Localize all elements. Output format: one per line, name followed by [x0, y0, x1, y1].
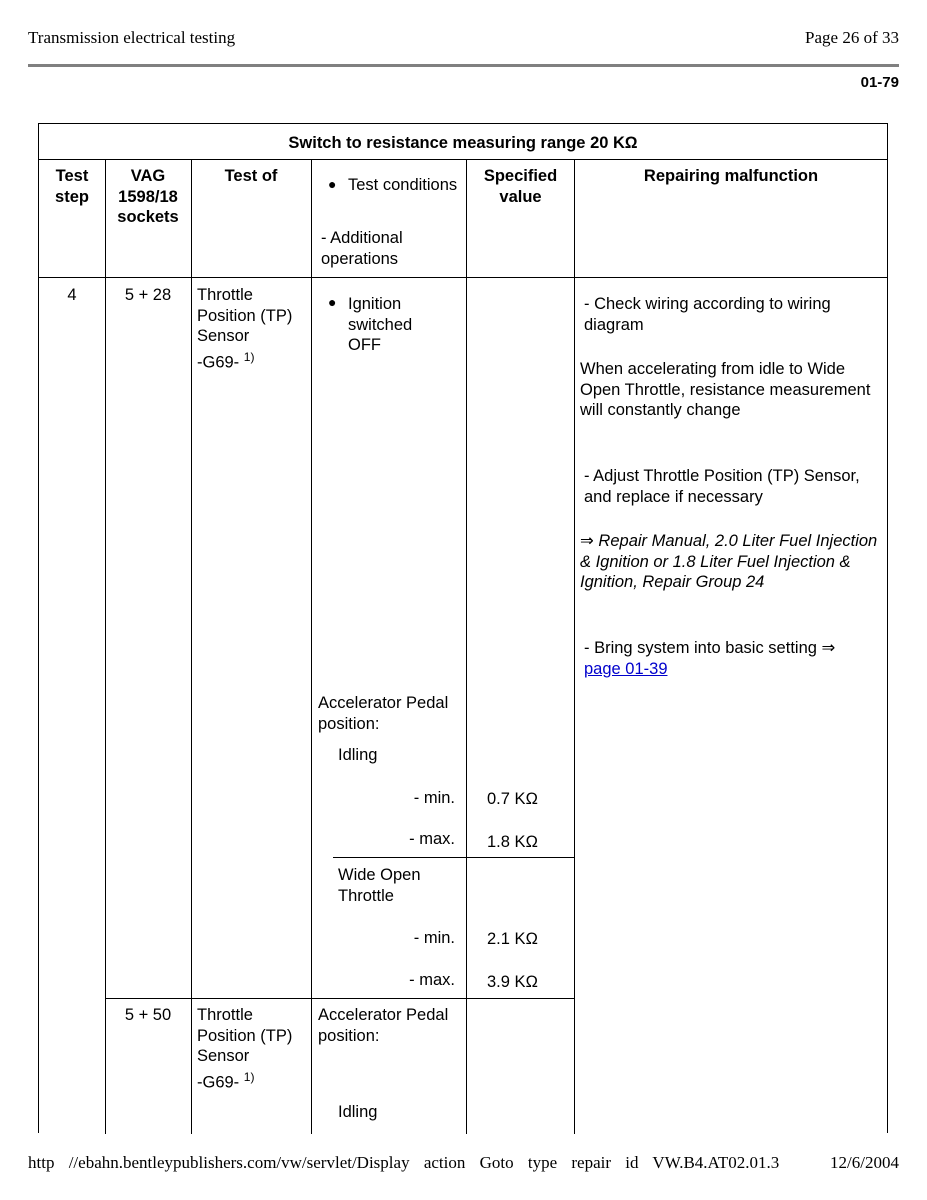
header-row-divider — [39, 277, 887, 278]
idle-wot-divider — [333, 857, 574, 858]
print-date: 12/6/2004 — [830, 1153, 899, 1172]
test-step-value: 4 — [67, 286, 77, 304]
arrow-icon: ⇒ — [580, 532, 594, 550]
col-divider-2 — [191, 159, 192, 1134]
page-01-39-link[interactable]: page 01-39 — [584, 659, 668, 678]
col-header-vag-sockets: VAG 1598/18 sockets — [117, 167, 179, 226]
basic-setting-text: - Bring system into basic setting ⇒ — [584, 639, 836, 657]
source-url: http //ebahn.bentleypublishers.com/vw/servlet/Display action Goto type repair id VW.B4.AT02.01.3 — [28, 1153, 780, 1172]
table-banner: Switch to resistance measuring range 20 KΩ — [288, 134, 638, 152]
wot-min-value: 2.1 KΩ — [487, 930, 539, 948]
col-header-test-of: Test of — [224, 167, 278, 185]
test-of-text — [197, 285, 309, 373]
idling-label-row2: Idling — [338, 1103, 378, 1121]
sockets-value: 5 + 28 — [124, 286, 172, 304]
banner-divider — [39, 159, 887, 160]
wot-max-label: - max. — [409, 971, 455, 989]
idle-max-label: - max. — [409, 830, 455, 848]
pedal-position-label-row2: Accelerator Pedal position: — [318, 1006, 449, 1045]
sockets-value-row2: 5 + 50 — [124, 1006, 172, 1024]
col-divider-5 — [574, 159, 575, 1134]
repair-adjust-sensor: - Adjust Throttle Position (TP) Sensor, and replace if necessary — [584, 467, 860, 506]
col-divider-1 — [105, 159, 106, 1134]
idle-min-value: 0.7 KΩ — [487, 790, 539, 808]
footnote-ref: 1) — [243, 349, 255, 364]
row2-divider — [105, 998, 574, 999]
repair-check-wiring: - Check wiring according to wiring diagram — [584, 295, 831, 334]
test-table — [38, 123, 888, 1133]
col-header-additional-operations: - Additional operations — [321, 229, 403, 268]
repair-manual-reference — [580, 531, 882, 593]
test-of-id: -G69- — [197, 1073, 240, 1091]
bullet-icon: ● — [328, 176, 337, 192]
test-of-name: Throttle Position (TP) Sensor — [197, 1006, 293, 1065]
doc-number: 01-79 — [860, 74, 899, 91]
test-of-id: -G69- — [197, 353, 240, 371]
bullet-icon: ● — [328, 294, 337, 310]
page-number: Page 26 of 33 — [805, 28, 899, 47]
col-divider-3 — [311, 159, 312, 1134]
idle-min-label: - min. — [413, 789, 455, 807]
col-header-test-conditions: Test conditions — [348, 176, 458, 194]
document-title: Transmission electrical testing — [28, 28, 236, 47]
pedal-position-label: Accelerator Pedal position: — [318, 694, 449, 733]
wot-min-label: - min. — [413, 929, 455, 947]
header-divider — [28, 64, 899, 67]
test-of-text-row2 — [197, 1005, 309, 1093]
idle-max-value: 1.8 KΩ — [487, 833, 539, 851]
condition-ignition-off: Ignition switched OFF — [348, 295, 413, 354]
wot-label: Wide Open Throttle — [338, 866, 421, 905]
idling-label: Idling — [338, 746, 378, 764]
col-header-repairing-malfunction: Repairing malfunction — [643, 167, 819, 185]
repair-basic-setting — [584, 638, 879, 679]
footnote-ref: 1) — [243, 1069, 255, 1084]
wot-max-value: 3.9 KΩ — [487, 973, 539, 991]
col-header-test-step: Test step — [55, 167, 89, 206]
col-header-specified-value: Specified value — [483, 167, 558, 206]
col-divider-4 — [466, 159, 467, 1134]
repair-resistance-note: When accelerating from idle to Wide Open Throttle, resistance measurement will constantly change — [580, 360, 871, 419]
page-footer — [28, 1153, 899, 1173]
repair-manual-text: Repair Manual, 2.0 Liter Fuel Injection & Ignition or 1.8 Liter Fuel Injection & Ignition, Repair Group 24 — [580, 532, 878, 591]
test-of-name: Throttle Position (TP) Sensor — [197, 286, 293, 345]
